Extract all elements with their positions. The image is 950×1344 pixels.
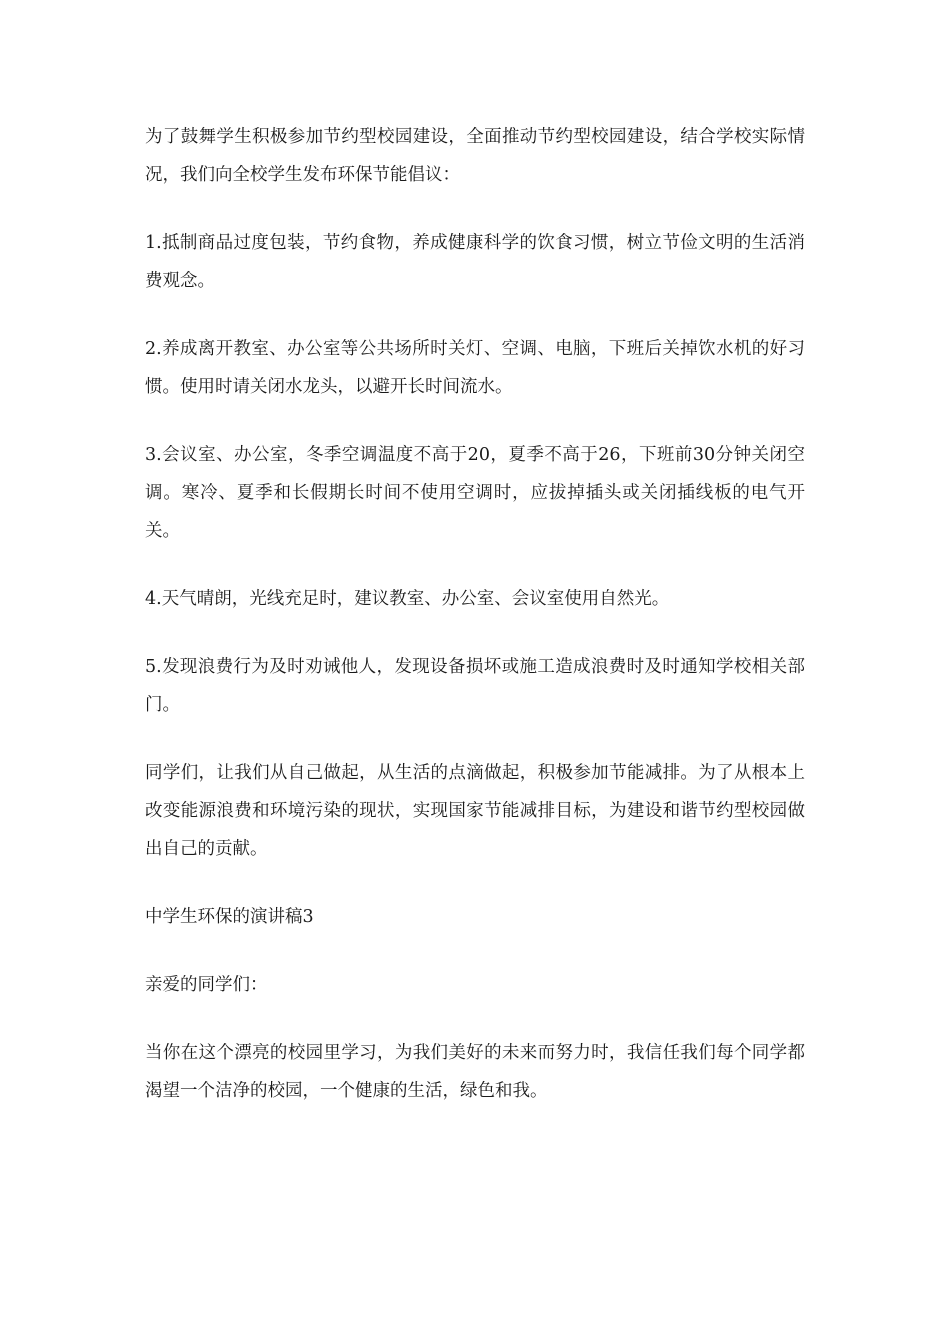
proposal-item-5: 5.发现浪费行为及时劝诫他人，发现设备损坏或施工造成浪费时及时通知学校相关部门。 — [145, 657, 805, 715]
salutation: 亲爱的同学们： — [145, 975, 268, 995]
proposal-item-2: 2.养成离开教室、办公室等公共场所时关灯、空调、电脑，下班后关掉饮水机的好习惯。使用时请关闭水龙头，以避开长时间流水。 — [145, 339, 805, 397]
proposal-item-1: 1.抵制商品过度包装，节约食物，养成健康科学的饮食习惯，树立节俭文明的生活消费观念。 — [145, 233, 805, 291]
section-heading: 中学生环保的演讲稿3 — [145, 907, 314, 927]
closing-paragraph: 同学们，让我们从自己做起，从生活的点滴做起，积极参加节能减排。为了从根本上改变能源浪费和环境污染的现状，实现国家节能减排目标，为建设和谐节约型校园做出自己的贡献。 — [145, 763, 805, 859]
document-body — [145, 118, 805, 1140]
proposal-item-3: 3.会议室、办公室，冬季空调温度不高于20，夏季不高于26，下班前30分钟关闭空调。寒冷、夏季和长假期长时间不使用空调时，应拔掉插头或关闭插线板的电气开关。 — [145, 445, 805, 541]
proposal-item-4: 4.天气晴朗，光线充足时，建议教室、办公室、会议室使用自然光。 — [145, 589, 670, 609]
speech-opening-paragraph: 当你在这个漂亮的校园里学习，为我们美好的未来而努力时，我信任我们每个同学都渴望一个洁净的校园，一个健康的生活，绿色和我。 — [145, 1043, 805, 1101]
intro-paragraph: 为了鼓舞学生积极参加节约型校园建设，全面推动节约型校园建设，结合学校实际情况，我们向全校学生发布环保节能倡议： — [145, 127, 805, 185]
